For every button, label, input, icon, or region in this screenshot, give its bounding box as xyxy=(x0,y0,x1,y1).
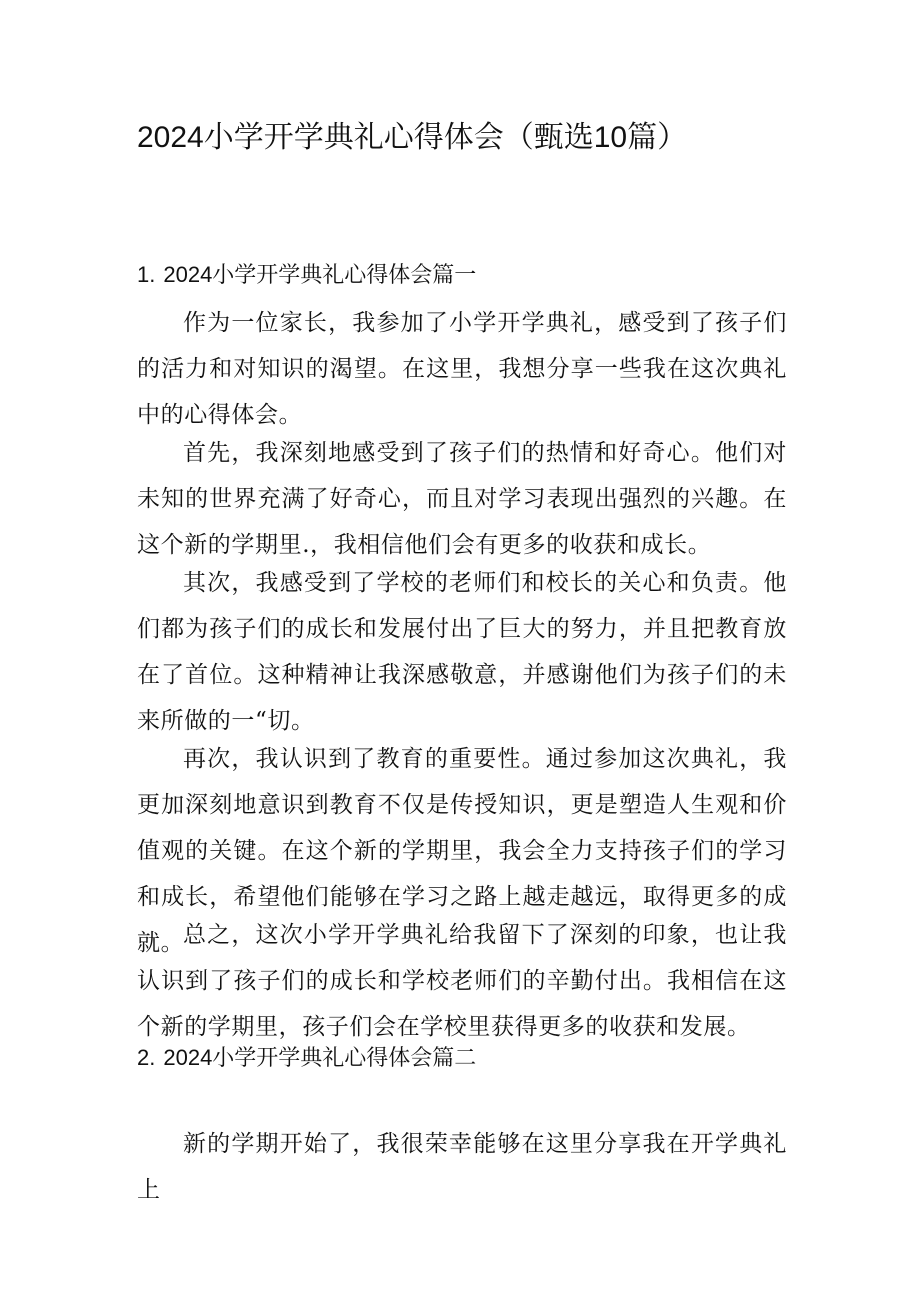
paragraph: 首先，我深刻地感受到了孩子们的热情和好奇心。他们对未知的世界充满了好奇心，而且对学习表现出强烈的兴趣。在这个新的学期里.，我相信他们会有更多的收获和成长。 xyxy=(137,440,787,558)
paragraph: 新的学期开始了，我很荣幸能够在这里分享我在开学典礼上 xyxy=(137,1131,787,1203)
paragraph: 总之，这次小学开学典礼给我留下了深刻的印象，也让我认识到了孩子们的成长和学校老师们的辛勤付出。我相信在这个新的学期里，孩子们会在学校里获得更多的收获和发展。 xyxy=(137,922,787,1040)
paragraph: 其次，我感受到了学校的老师们和校长的关心和负责。他们都为孩子们的成长和发展付出了巨大的努力，并且把教育放在了首位。这种精神让我深感敬意，并感谢他们为孩子们的未来所做的一“切。 xyxy=(137,570,787,734)
paragraph: 作为一位家长，我参加了小学开学典礼，感受到了孩子们的活力和对知识的渴望。在这里，我想分享一些我在这次典礼中的心得体会。 xyxy=(137,310,787,428)
section-number: 1. xyxy=(137,262,156,287)
section-heading-2 xyxy=(137,1043,476,1073)
section-heading-text: 2024小学开学典礼心得体会篇二 xyxy=(163,1045,477,1070)
section-heading-text: 2024小学开学典礼心得体会篇一 xyxy=(163,262,477,287)
section-number: 2. xyxy=(137,1045,156,1070)
paragraph: 再次，我认识到了教育的重要性。通过参加这次典礼，我更加深刻地意识到教育不仅是传授知识，更是塑造人生观和价值观的关键。在这个新的学期里，我会全力支持孩子们的学习和成长，希望他们能够在学习之路上越走越远，取得更多的成就。 xyxy=(137,746,787,956)
section-heading-1 xyxy=(137,260,476,290)
document-title: 2024小学开学典礼心得体会（甄选10篇） xyxy=(137,121,688,154)
